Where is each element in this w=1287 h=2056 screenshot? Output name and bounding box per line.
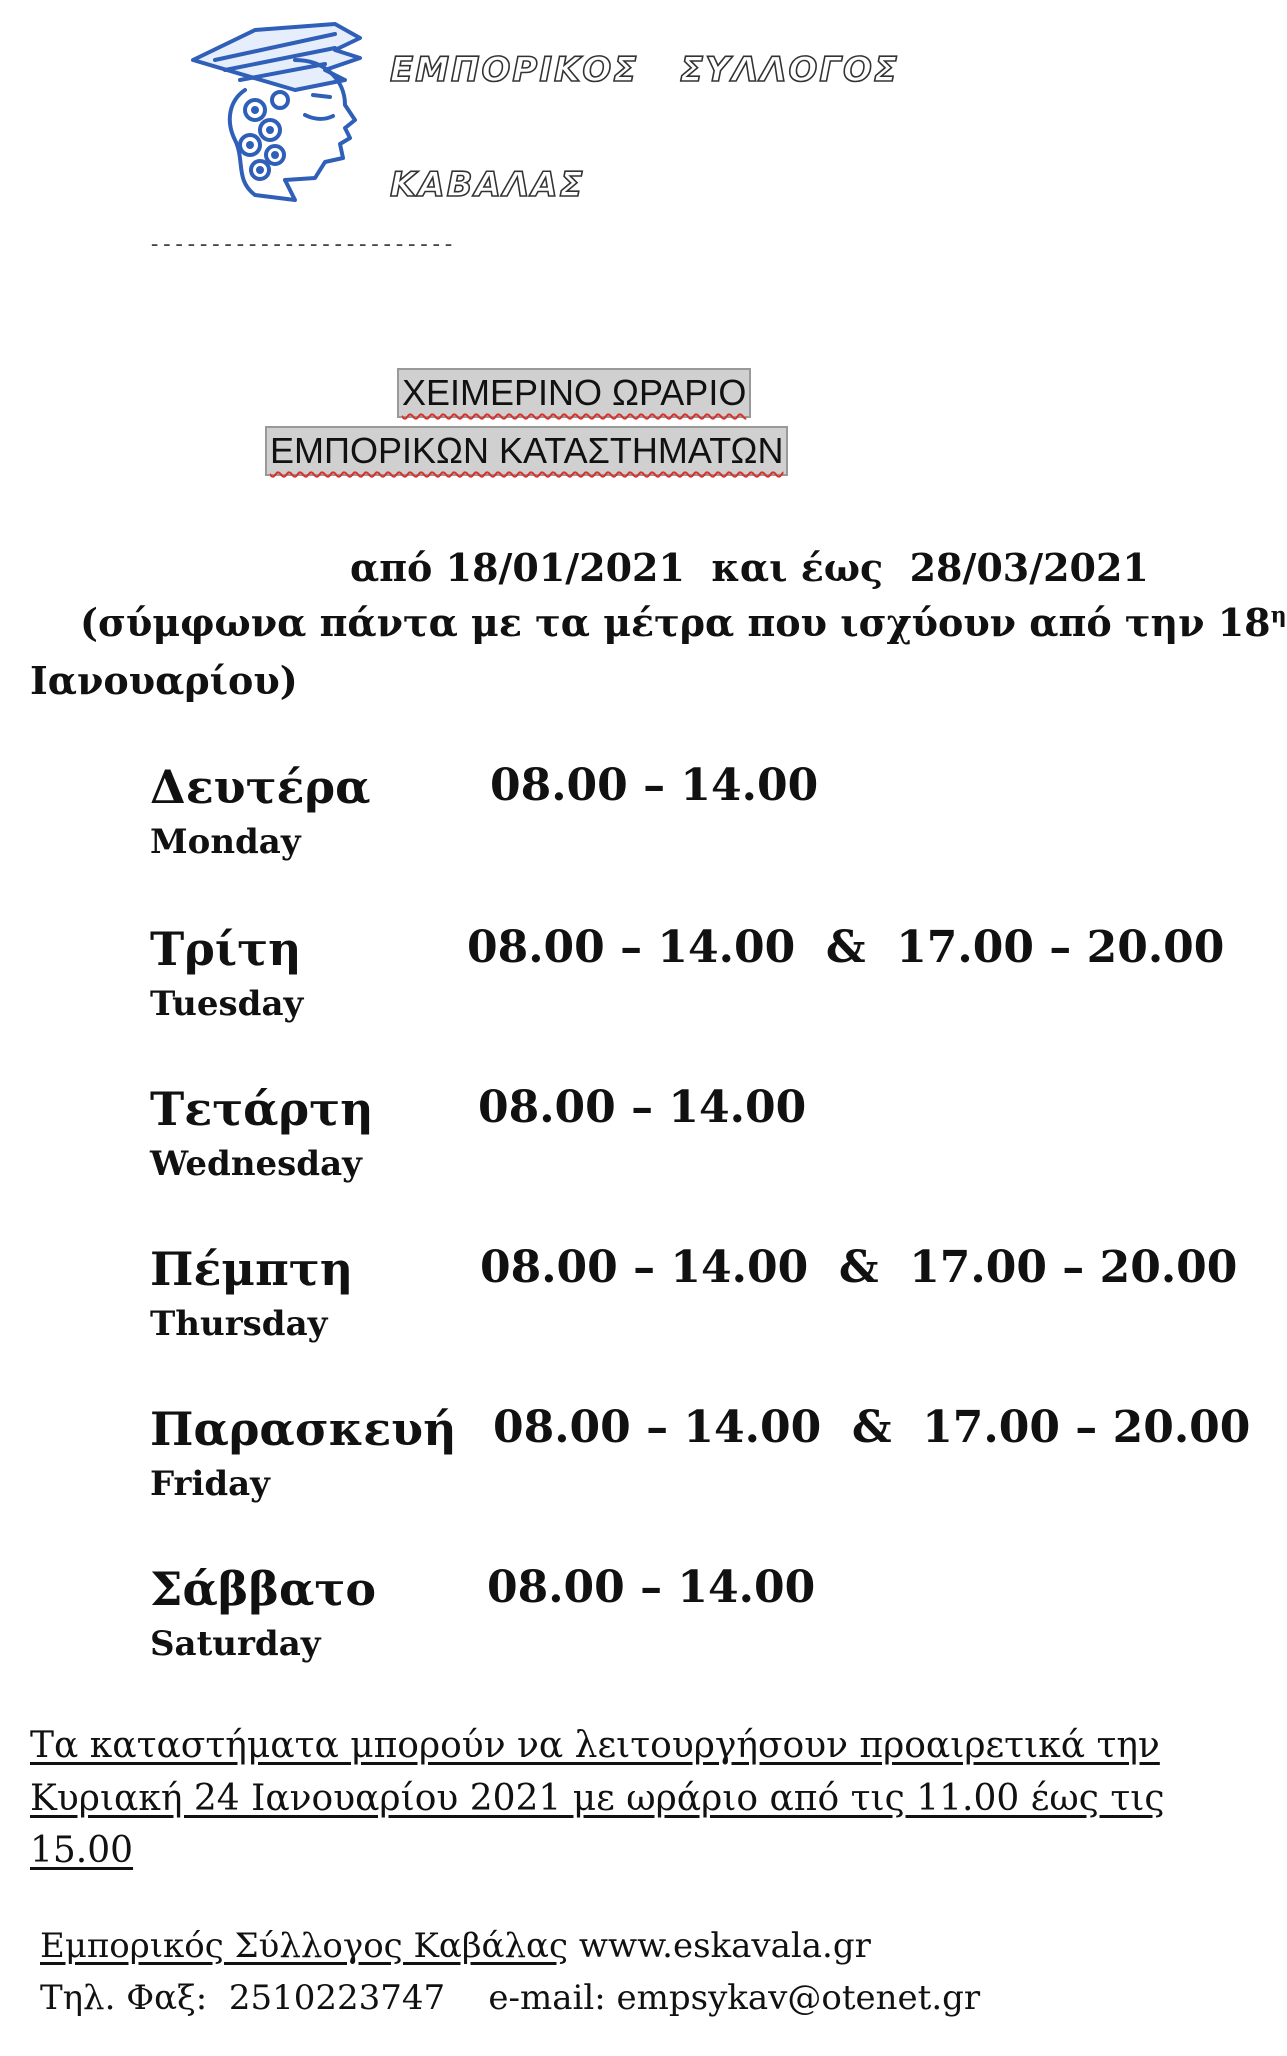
period-note-text: (σύμφωνα πάντα με τα μέτρα που ισχύουν από την 18 [80, 600, 1271, 645]
day-wednesday-gr: Τετάρτη [150, 1082, 374, 1136]
day-wednesday-en: Wednesday [150, 1144, 362, 1184]
footer-org-name: Εμπορικός Σύλλογος Καβάλας [40, 1926, 569, 1966]
day-friday-en: Friday [150, 1464, 270, 1504]
day-saturday-gr: Σάββατο [150, 1562, 377, 1616]
sunday-note-line3: 15.00 [30, 1830, 134, 1871]
period-range: από 18/01/2021 και έως 28/03/2021 [350, 545, 1149, 590]
footer-contact: Τηλ. Φαξ: 2510223747 e-mail: empsykav@otenet.gr [40, 1978, 981, 2018]
divider-dashes: ------------------------- [148, 232, 455, 257]
hours-wednesday: 08.00 – 14.00 [478, 1082, 807, 1133]
sunday-note-line1: Τα καταστήματα μπορούν να λειτουργήσουν προαιρετικά την [30, 1725, 1160, 1766]
title-line2: ΕΜΠΟΡΙΚΩΝ ΚΑΤΑΣΤΗΜΑΤΩΝ [265, 426, 788, 476]
day-thursday-en: Thursday [150, 1304, 328, 1344]
day-friday-gr: Παρασκευή [150, 1402, 457, 1456]
org-name-line1: ΕΜΠΟΡΙΚΟΣ ΣΥΛΛΟΓΟΣ [390, 50, 900, 90]
hours-saturday: 08.00 – 14.00 [487, 1562, 816, 1613]
period-note [80, 600, 1287, 645]
hours-thursday: 08.00 – 14.00 & 17.00 – 20.00 [480, 1242, 1238, 1293]
title-line1: ΧΕΙΜΕΡΙΝΟ ΩΡΑΡΙΟ [397, 368, 751, 418]
hermes-logo-icon [185, 20, 365, 210]
day-saturday-en: Saturday [150, 1624, 321, 1664]
day-thursday-gr: Πέμπτη [150, 1242, 354, 1296]
hours-friday: 08.00 – 14.00 & 17.00 – 20.00 [493, 1402, 1251, 1453]
org-name-line2: ΚΑΒΑΛΑΣ [390, 165, 585, 205]
hours-monday: 08.00 – 14.00 [490, 760, 819, 811]
day-tuesday-en: Tuesday [150, 984, 304, 1024]
sunday-note-line2: Κυριακή 24 Ιανουαρίου 2021 με ωράριο από τις 11.00 έως τις [30, 1778, 1165, 1819]
day-tuesday-gr: Τρίτη [150, 922, 302, 976]
day-monday-en: Monday [150, 822, 301, 862]
hours-tuesday: 08.00 – 14.00 & 17.00 – 20.00 [467, 922, 1225, 973]
footer-website[interactable]: www.eskavala.gr [568, 1926, 871, 1966]
period-note-sup: η [1270, 602, 1287, 629]
day-monday-gr: Δευτέρα [150, 760, 371, 814]
footer-line1 [40, 1926, 871, 1966]
period-note-end: Ιανουαρίου) [30, 658, 298, 703]
